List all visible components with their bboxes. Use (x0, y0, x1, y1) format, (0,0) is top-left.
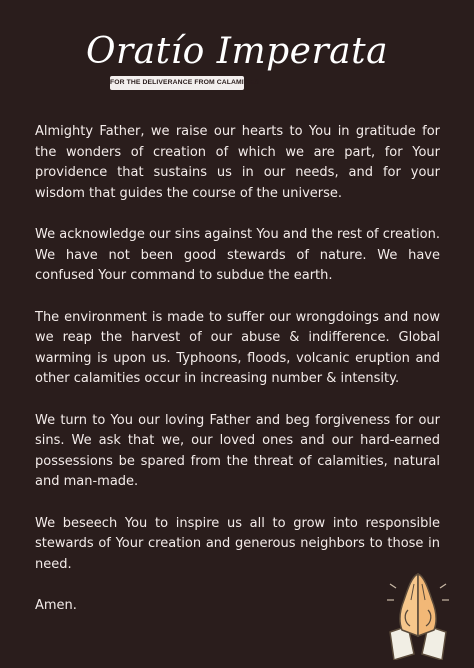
prayer-paragraph: Almighty Father, we raise our hearts to You in gratitude for the wonders of creation of which we are part, for Your providence that sustains us in our needs, and for your wisdom that guides the course of the universe. (35, 124, 440, 201)
prayer-paragraph: The environment is made to suffer our wrongdoings and now we reap the harvest of our abuse & indifference. Global warming is upon us. Typhoons, floods, volcanic eruption and other calamities occur in increasing number & intensity. (35, 309, 440, 386)
page-title: Oratío Imperata (85, 31, 389, 72)
subtitle-badge: FOR THE DELIVERANCE FROM CALAMITIES (110, 76, 244, 90)
prayer-paragraph: We acknowledge our sins against You and the rest of creation. We have not been good stewards of nature. We have confused Your command to subdue the earth. (35, 227, 440, 283)
prayer-body (35, 122, 440, 617)
closing-amen: Amen. (35, 598, 77, 613)
praying-hands-icon (384, 570, 452, 660)
prayer-paragraph: We turn to You our loving Father and beg forgiveness for our sins. We ask that we, our loved ones and our hard-earned possessions be spared from the threat of calamities, natural and man-made. (35, 412, 440, 489)
prayer-paragraph: We beseech You to inspire us all to grow into responsible stewards of Your creation and generous neighbors to those in need. (35, 515, 440, 572)
